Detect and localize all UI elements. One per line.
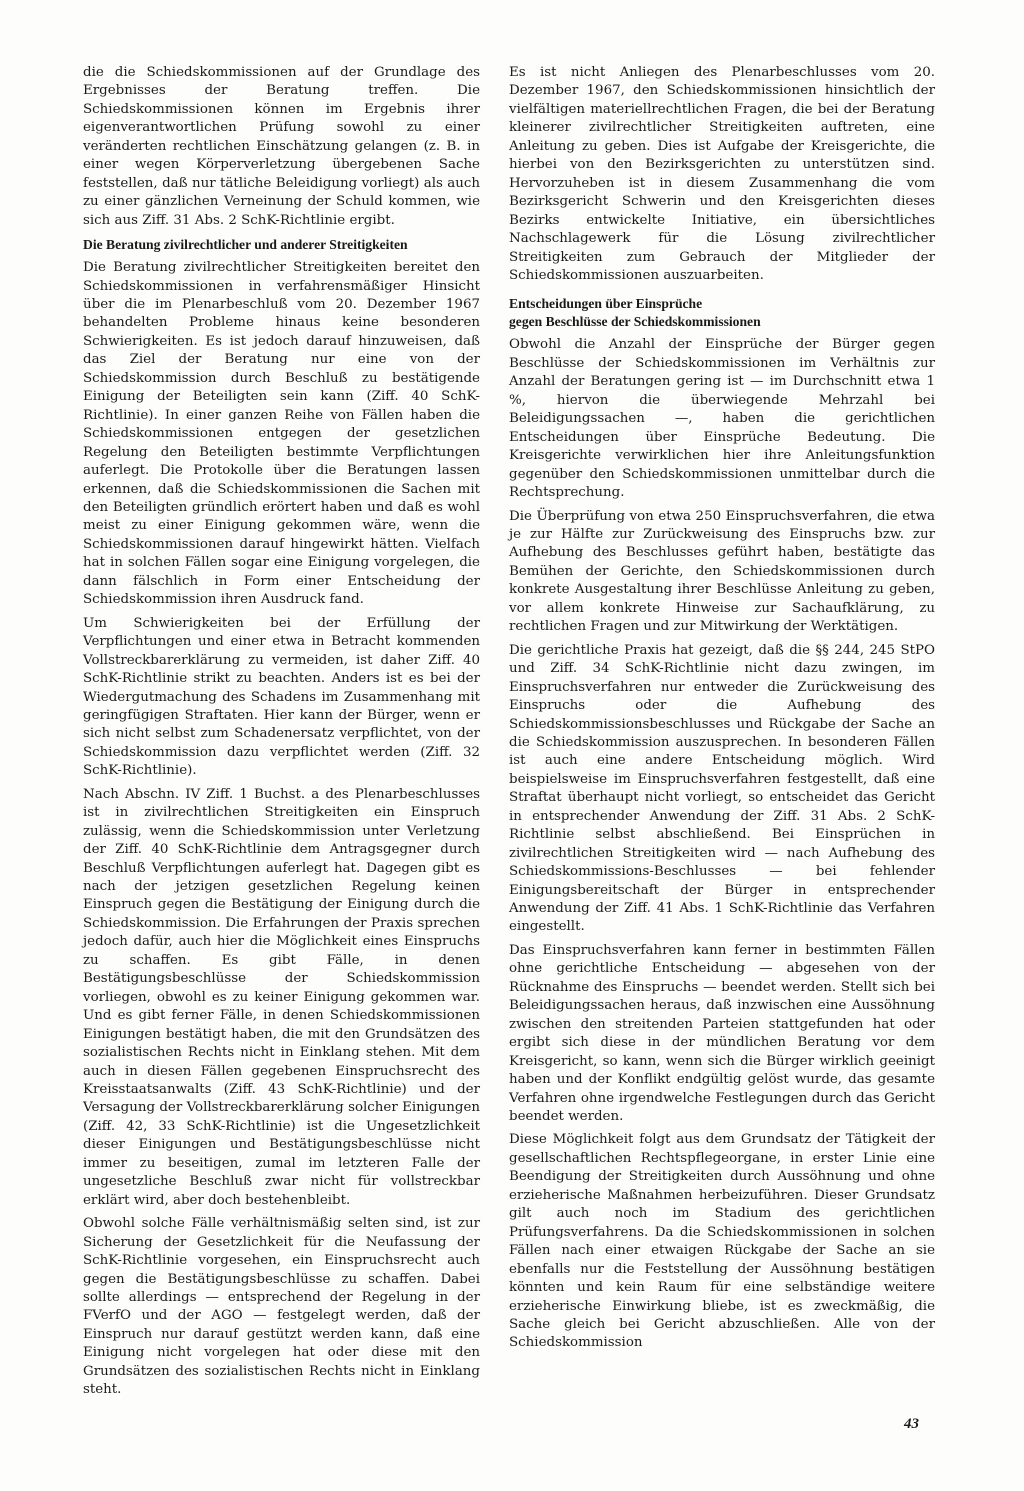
left-column [83,64,480,1405]
page-number: 43 [904,1416,919,1432]
section-heading-line: gegen Beschlüsse der Schiedskommissionen [509,314,761,330]
section-heading: Die Beratung zivilrechtlicher und anderer Streitigkeiten [83,237,408,253]
paragraph: Es ist nicht Anliegen des Plenarbeschlusses vom 20. Dezember 1967, den Schiedskommissionen hinsichtlich der vielfältigen materiellrechtlichen Fragen, die bei der Beratung kleinerer zivilrechtlicher Streitigkeiten auftreten, eine Anleitung zu geben. Dies ist Aufgabe der Kreisgerichte, die hierbei von den Bezirksgerichten zu unterstützen sind. Hervorzuheben ist in diesem Zusammenhang die vom Bezirksgericht Schwerin und den Kreisgerichten dieses Bezirks entwickelte Initiative, ein übersichtliches Nachschlagewerk für die Lösung zivilrechtlicher Streitigkeiten zum Gebrauch der Mitglieder der Schiedskommissionen auszuarbeiten. [509,65,935,283]
paragraph: Die Beratung zivilrechtlicher Streitigkeiten bereitet den Schiedskommissionen in verfahrensmäßiger Hinsicht über die im Plenarbeschluß vom 20. Dezember 1967 behandelten Probleme hinaus keine besonderen Schwierigkeiten. Es ist jedoch darauf hinzuweisen, daß das Ziel der Beratung nur eine von der Schiedskommission durch Beschluß zu bestätigende Einigung der Beteiligten sein kann (Ziff. 40 SchK-Richtlinie). In einer ganzen Reihe von Fällen haben die Schiedskommissionen entgegen der gesetzlichen Regelung den Beteiligten bestimmte Verpflichtungen auferlegt. Die Protokolle über die Beratungen lassen erkennen, daß die Schiedskommissionen die Sachen mit den Beteiligten gründlich erörtert haben und daß es wohl meist zu einer Einigung gekommen wäre, wenn die Schiedskommissionen darauf hingewirkt hätten. Vielfach hat in solchen Fällen sogar eine Einigung vorgelegen, die dann fälschlich in Form einer Entscheidung der Schiedskommission ihren Ausdruck fand. [83,260,480,608]
paragraph: Die Überprüfung von etwa 250 Einspruchsverfahren, die etwa je zur Hälfte zur Zurückweisung des Einspruchs bzw. zur Aufhebung des Beschlusses geführt haben, bestätigte das Bemühen der Gerichte, den Schiedskommissionen durch konkrete Ausgestaltung ihrer Beschlüsse Anleitung zu geben, vor allem konkrete Hinweise zur Sachaufklärung, zu rechtlichen Fragen und zur Mitwirkung der Werktätigen. [509,508,935,635]
paragraph: Um Schwierigkeiten bei der Erfüllung der Verpflichtungen und einer etwa in Betracht kommenden Vollstreckbarerklärung zu vermeiden, ist daher Ziff. 40 SchK-Richtlinie strikt zu beachten. Anders ist es bei der Wiedergutmachung des Schadens im Zusammenhang mit geringfügigen Straftaten. Hier kann der Bürger, wenn er sich nicht selbst zum Schadenersatz verpflichtet, von der Schiedskommission dazu verpflichtet werden (Ziff. 32 SchK-Richtlinie). [83,615,480,779]
paragraph: Diese Möglichkeit folgt aus dem Grundsatz der Tätigkeit der gesellschaftlichen Rechtspflegeorgane, in erster Linie eine Beendigung der Streitigkeiten durch Aussöhnung und ohne erzieherische Maßnahmen herbeizuführen. Dieser Grundsatz gilt auch noch im Stadium des gerichtlichen Prüfungsverfahrens. Da die Schiedskommissionen in solchen Fällen nach einer etwaigen Rückgabe der Sache an sie ebenfalls nur die Feststellung der Aussöhnung bestätigen könnten und kein Raum für eine selbständige weitere erzieherische Einwirkung bliebe, ist es zweckmäßig, die Sache gleich bei Gericht abzuschließen. Alle von der Schiedskommission [509,1132,935,1351]
section-heading-line: Entscheidungen über Einsprüche [509,296,703,312]
paragraph: Obwohl solche Fälle verhältnismäßig selten sind, ist zur Sicherung der Gesetzlichkeit für die Neufassung der SchK-Richtlinie vorgesehen, ein Einspruchsrecht auch gegen die Bestätigungsbeschlüsse zu schaffen. Dabei sollte allerdings — entsprechend der Regelung in der FVerfO und der AGO — festgelegt werden, daß der Einspruch nur darauf gestützt werden kann, daß eine Einigung nicht vorgelegen hat oder diese mit den Grundsätzen des sozialistischen Rechts nicht in Einklang steht. [83,1216,480,1398]
paragraph: Nach Abschn. IV Ziff. 1 Buchst. a des Plenarbeschlusses ist in zivilrechtlichen Streitigkeiten ein Einspruch zulässig, wenn die Schiedskommission unter Verletzung der Ziff. 40 SchK-Richtlinie dem Antragsgegner durch Beschluß Verpflichtungen auferlegt hat. Dagegen gibt es nach der jetzigen gesetzlichen Regelung keinen Einspruch gegen die Bestätigung der Einigung durch die Schiedskommission. Die Erfahrungen der Praxis sprechen jedoch dafür, auch hier die Möglichkeit eines Einspruchs zu schaffen. Es gibt Fälle, in denen Bestätigungsbeschlüsse der Schiedskommission vorliegen, obwohl es zu keiner Einigung gekommen war. Und es gibt ferner Fälle, in denen Schiedskommissionen Einigungen bestätigt haben, die mit den Grundsätzen des sozialistischen Rechts nicht in Einklang stehen. Mit dem auch in diesen Fällen gegebenen Einspruchsrecht des Kreisstaatsanwalts (Ziff. 43 SchK-Richtlinie) und der Versagung der Vollstreckbarerklärung solcher Einigungen (Ziff. 42, 33 SchK-Richtlinie) ist die Ungesetzlichkeit dieser Einigungen und Bestätigungsbeschlüsse nicht immer zu beseitigen, zumal im letzteren Falle der ungesetzliche Beschluß zwar nicht für vollstreckbar erklärt wird, aber doch bestehenbleibt. [83,786,480,1208]
paragraph: Das Einspruchsverfahren kann ferner in bestimmten Fällen ohne gerichtliche Entscheidung — abgesehen von der Rücknahme des Einspruchs — beendet werden. Stellt sich bei Beleidigungssachen heraus, daß inzwischen eine Aussöhnung zwischen den streitenden Parteien stattgefunden hat oder ergibt sich diese in der mündlichen Beratung vor dem Kreisgericht, so kann, wenn sich die Bürger wirklich geeinigt haben und der Konflikt endgültig gelöst wurde, das gesamte Verfahren ohne irgendwelche Festlegungen durch das Gericht beendet werden. [509,942,935,1125]
right-column [509,64,935,1358]
paragraph: Obwohl die Anzahl der Einsprüche der Bürger gegen Beschlüsse der Schiedskommissionen im Verhältnis zur Anzahl der Beratungen gering ist — im Durchschnitt etwa 1 %, hiervon die überwiegende Mehrzahl bei Beleidigungssachen —, haben die gerichtlichen Entscheidungen über Einsprüche Bedeutung. Die Kreisgerichte verwirklichen hier ihre Anleitungsfunktion gegenüber den Schiedskommissionen unmittelbar durch die Rechtsprechung. [509,337,935,501]
paragraph: die die Schiedskommissionen auf der Grundlage des Ergebnisses der Beratung treffen. Die Schiedskommissionen können im Ergebnis ihrer eigenverantwortlichen Prüfung sowohl zu einer veränderten rechtlichen Einschätzung gelangen (z. B. in einer wegen Körperverletzung übergebenen Sache feststellen, daß nur tätliche Beleidigung vorliegt) als auch zu einer gänzlichen Verneinung der Schuld kommen, wie sich aus Ziff. 31 Abs. 2 SchK-Richtlinie ergibt. [83,65,480,228]
section-heading [509,295,935,331]
paragraph: Die gerichtliche Praxis hat gezeigt, daß die §§ 244, 245 StPO und Ziff. 34 SchK-Richtlinie nicht dazu zwingen, im Einspruchsverfahren nur entweder die Zurückweisung des Einspruchs oder die Aufhebung des Schiedskommissionsbeschlusses und Rückgabe der Sache an die Schiedskommission auszusprechen. In besonderen Fällen ist auch eine andere Entscheidung möglich. Wird beispielsweise im Einspruchsverfahren festgestellt, daß eine Straftat überhaupt nicht vorliegt, so entscheidet das Gericht in entsprechender Anwendung der Ziff. 31 Abs. 2 SchK-Richtlinie selbst abschließend. Bei Einsprüchen in zivilrechtlichen Streitigkeiten wird — nach Aufhebung des Schiedskommissions-Beschlusses — bei fehlender Einigungsbereitschaft der Bürger in entsprechender Anwendung der Ziff. 41 Abs. 1 SchK-Richtlinie das Verfahren eingestellt. [509,642,935,935]
